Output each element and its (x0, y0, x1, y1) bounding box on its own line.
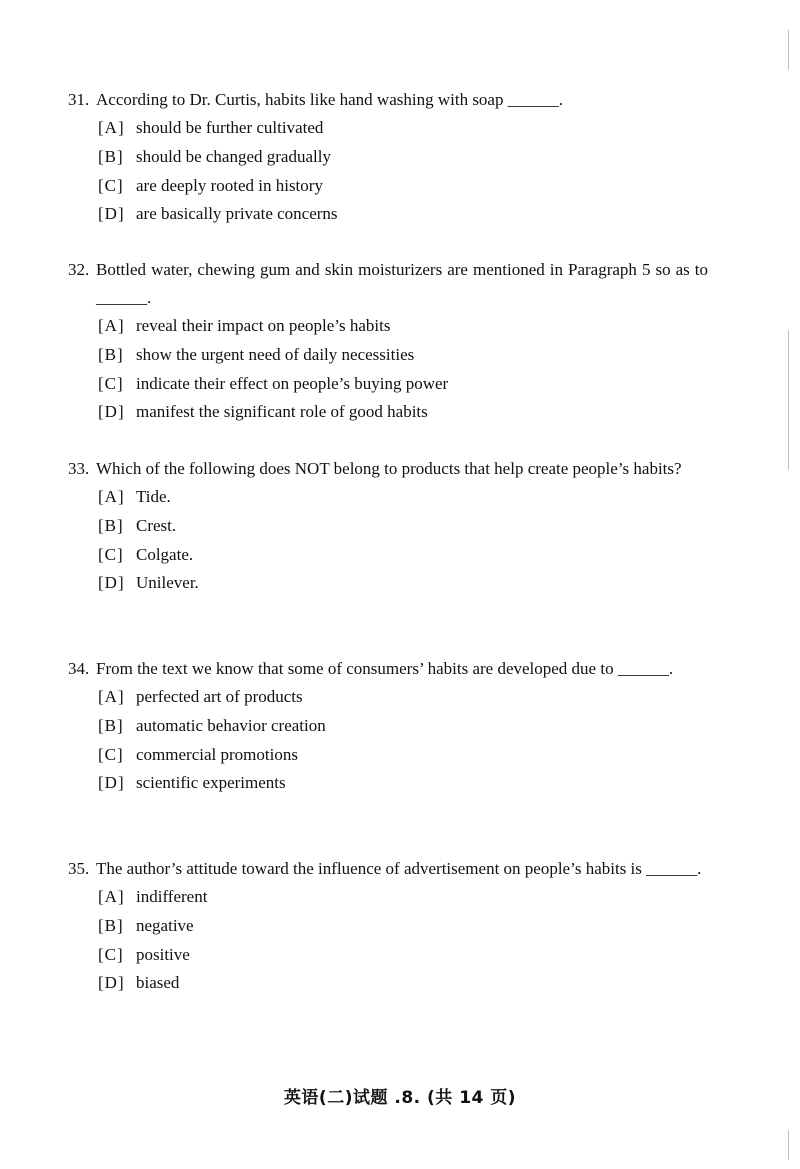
scan-edge-line (788, 30, 789, 70)
option-letter: [A] (98, 487, 125, 506)
option-b[interactable] (68, 912, 708, 941)
option-text: scientific experiments (136, 773, 286, 793)
option-text: biased (136, 973, 180, 993)
option-letter: [B] (98, 715, 124, 735)
option-text: automatic behavior creation (136, 715, 326, 735)
option-b[interactable] (68, 143, 708, 172)
scan-edge-line (788, 330, 789, 470)
option-text: commercial promotions (136, 744, 298, 764)
question-stem (68, 655, 708, 683)
option-a[interactable] (68, 683, 708, 712)
option-text: reveal their impact on people’s habits (136, 316, 391, 335)
option-d[interactable] (68, 569, 708, 598)
question-stem (68, 455, 708, 483)
option-letter: [D] (98, 402, 125, 422)
option-c[interactable] (68, 370, 708, 399)
scan-edge-line (788, 1130, 789, 1160)
option-text: Unilever. (136, 573, 199, 593)
option-letter: [D] (98, 773, 125, 793)
option-text: should be further cultivated (136, 118, 324, 137)
option-letter: [C] (98, 175, 124, 195)
question-text: Bottled water, chewing gum and skin moisturizers are mentioned in Paragraph 5 so as to ______. (96, 260, 708, 307)
option-a[interactable] (68, 883, 708, 912)
option-text: perfected art of products (136, 687, 303, 706)
option-text: are deeply rooted in history (136, 175, 323, 195)
option-c[interactable] (68, 541, 708, 570)
question-number: 31. (68, 90, 90, 109)
option-letter: [C] (98, 744, 124, 764)
option-d[interactable] (68, 200, 708, 229)
option-letter: [A] (98, 687, 125, 706)
option-text: manifest the significant role of good habits (136, 402, 428, 422)
options-list (68, 312, 708, 427)
option-a[interactable] (68, 312, 708, 341)
option-text: indifferent (136, 887, 208, 906)
option-text: Crest. (136, 515, 177, 535)
option-c[interactable] (68, 172, 708, 201)
option-d[interactable] (68, 969, 708, 998)
page-footer: 英语(二)试题 .8. (共 14 页) (283, 1088, 517, 1108)
option-letter: [B] (98, 344, 124, 364)
option-letter: [C] (98, 544, 124, 564)
option-text: are basically private concerns (136, 204, 338, 224)
question-stem (68, 855, 708, 883)
options-list (68, 483, 708, 598)
option-c[interactable] (68, 741, 708, 770)
option-b[interactable] (68, 712, 708, 741)
options-list (68, 114, 708, 229)
option-b[interactable] (68, 512, 708, 541)
question-33 (68, 455, 708, 598)
question-number: 34. (68, 659, 90, 678)
option-letter: [D] (98, 573, 125, 593)
option-letter: [C] (98, 373, 124, 393)
option-text: Tide. (136, 487, 171, 506)
option-letter: [A] (98, 316, 125, 335)
question-stem (68, 86, 708, 114)
option-b[interactable] (68, 341, 708, 370)
option-text: positive (136, 944, 190, 964)
option-d[interactable] (68, 769, 708, 798)
options-list (68, 883, 708, 998)
option-d[interactable] (68, 398, 708, 427)
option-text: indicate their effect on people’s buying power (136, 373, 449, 393)
option-a[interactable] (68, 114, 708, 143)
option-letter: [D] (98, 204, 125, 224)
option-letter: [A] (98, 118, 125, 137)
question-text: From the text we know that some of consumers’ habits are developed due to ______. (96, 659, 674, 678)
question-35 (68, 855, 708, 998)
question-number: 33. (68, 459, 90, 478)
option-letter: [B] (98, 515, 124, 535)
question-text: The author’s attitude toward the influence of advertisement on people’s habits is ______. (96, 859, 702, 878)
option-letter: [C] (98, 944, 124, 964)
option-letter: [B] (98, 915, 124, 935)
options-list (68, 683, 708, 798)
option-text: show the urgent need of daily necessities (136, 344, 415, 364)
option-letter: [D] (98, 973, 125, 993)
option-text: should be changed gradually (136, 146, 331, 166)
question-stem (68, 256, 708, 312)
question-number: 32. (68, 260, 90, 279)
option-letter: [A] (98, 887, 125, 906)
question-text: According to Dr. Curtis, habits like hand washing with soap ______. (96, 90, 563, 109)
question-32 (68, 256, 708, 427)
option-c[interactable] (68, 941, 708, 970)
question-number: 35. (68, 859, 90, 878)
option-text: negative (136, 915, 194, 935)
question-31 (68, 86, 708, 229)
question-34 (68, 655, 708, 798)
option-letter: [B] (98, 146, 124, 166)
question-text: Which of the following does NOT belong to products that help create people’s habits? (96, 459, 682, 478)
option-text: Colgate. (136, 544, 194, 564)
option-a[interactable] (68, 483, 708, 512)
